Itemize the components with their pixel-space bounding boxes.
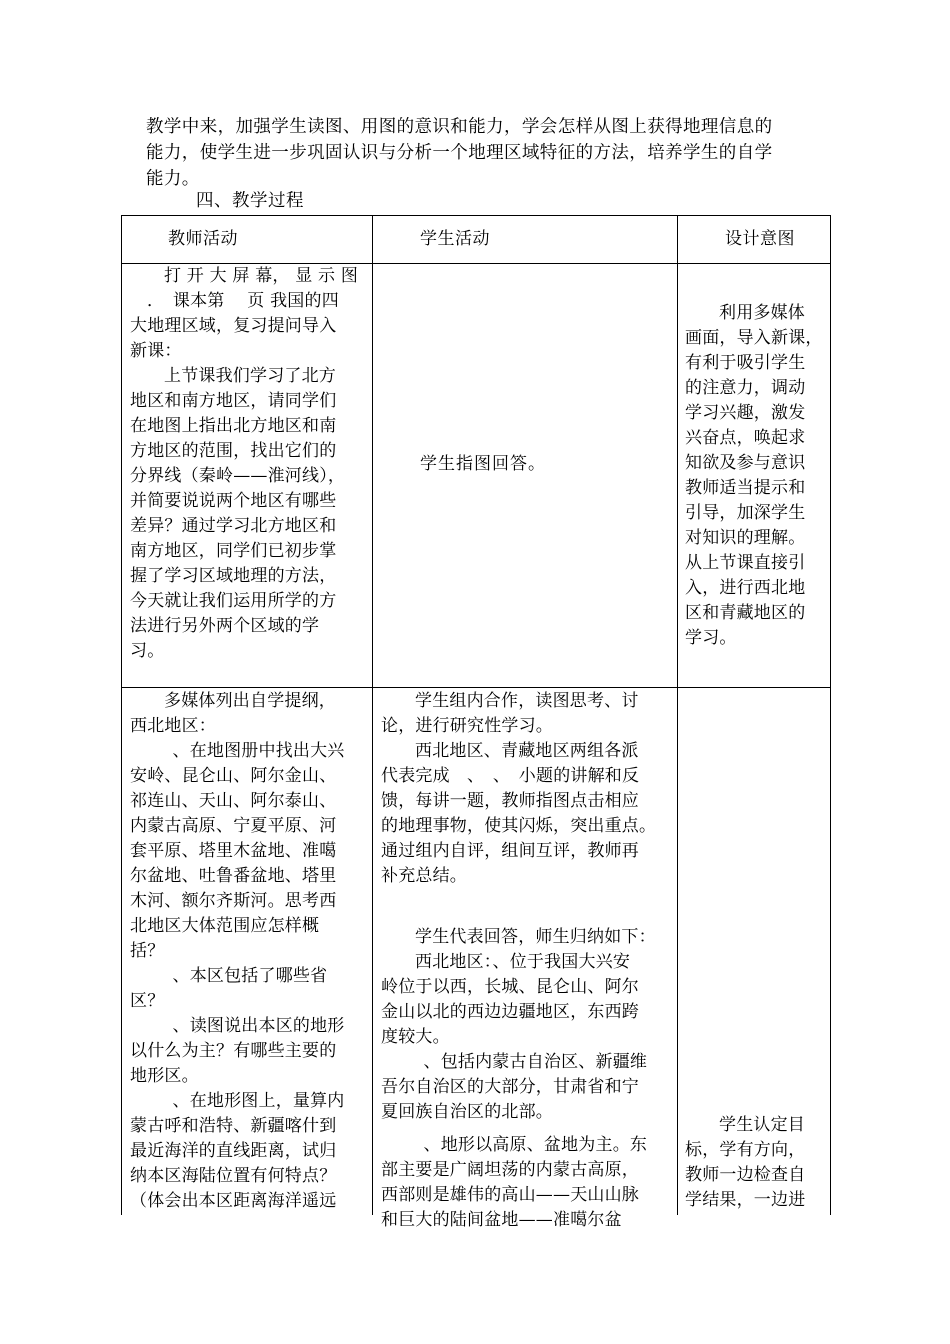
- cell-line: 以什么为主？有哪些主要的: [130, 1041, 337, 1061]
- cell-line: [381, 1125, 675, 1133]
- cell-line: ． 课本第 页 我国的四: [147, 291, 339, 311]
- cell-line: 、地形以高原、盆地为主。东: [423, 1135, 648, 1155]
- cell-line: 学习。: [685, 628, 737, 648]
- cell-line: 蒙古呼和浩特、新疆喀什到: [130, 1116, 337, 1136]
- cell-line: 法进行另外两个区域的学: [130, 616, 320, 636]
- table-border-left: [121, 215, 122, 1215]
- row2-intent-cell: [685, 1113, 827, 1213]
- cell-line: 祁连山、天山、阿尔泰山、: [130, 791, 337, 811]
- cell-line: 上节课我们学习了北方: [164, 366, 336, 386]
- cell-line: 论，进行研究性学习。: [381, 716, 553, 736]
- row1-teacher-cell: [130, 264, 368, 664]
- header-design-intent: 设计意图: [725, 229, 795, 249]
- table-divider-1: [372, 215, 373, 1215]
- cell-line: 套平原、塔里木盆地、准噶: [130, 841, 337, 861]
- cell-line: 兴奋点，唤起求: [685, 428, 806, 448]
- cell-line: 知欲及参与意识: [685, 453, 806, 473]
- row1-intent-cell: [685, 301, 827, 651]
- cell-line: 度较大。: [381, 1027, 450, 1047]
- cell-line: 的地理事物，使其闪烁，突出重点。: [381, 816, 657, 836]
- cell-line: 在地图上指出北方地区和南: [130, 416, 337, 436]
- cell-line: 分界线（秦岭——淮河线），: [130, 466, 346, 486]
- cell-line: 西部则是雄伟的高山——天山山脉: [381, 1185, 639, 1205]
- intro-line: 能力，使学生进一步巩固认识与分析一个地理区域特征的方法，培养学生的自学: [146, 143, 773, 163]
- header-student-activity: 学生活动: [420, 229, 490, 249]
- cell-line: 、本区包括了哪些省: [172, 966, 328, 986]
- cell-line: 尔盆地、吐鲁番盆地、塔里: [130, 866, 337, 886]
- cell-line: 补充总结。: [381, 866, 467, 886]
- row2-teacher-cell: [130, 689, 370, 1214]
- cell-line: 代表完成 、 、 小题的讲解和反: [381, 766, 640, 786]
- cell-line: 、读图说出本区的地形: [172, 1016, 345, 1036]
- cell-line: 通过组内自评，组间互评，教师再: [381, 841, 639, 861]
- cell-line: 西北地区：: [130, 716, 216, 736]
- intro-line: 教学中来，加强学生读图、用图的意识和能力，学会怎样从图上获得地理信息的: [146, 117, 773, 137]
- cell-line: 、包括内蒙古自治区、新疆维: [423, 1052, 648, 1072]
- cell-line: 画面，导入新课，: [685, 328, 823, 348]
- cell-line: 并简要说说两个地区有哪些: [130, 491, 337, 511]
- cell-line: 利用多媒体: [719, 303, 805, 323]
- cell-line: （体会出本区距离海洋遥远: [130, 1191, 337, 1211]
- cell-line: 对知识的理解。: [685, 528, 806, 548]
- cell-line: 学生组内合作，读图思考、讨: [415, 691, 639, 711]
- cell-line: 学结果，一边进: [685, 1190, 806, 1210]
- cell-line: 学生代表回答，师生归纳如下：: [415, 927, 656, 947]
- cell-line: 习。: [130, 641, 165, 661]
- cell-line: 纳本区海陆位置有何特点？: [130, 1166, 337, 1186]
- cell-line: 地区和南方地区，请同学们: [130, 391, 337, 411]
- intro-paragraph: [146, 114, 826, 192]
- cell-line: 学生认定目: [719, 1115, 805, 1135]
- cell-line: 木河、额尔齐斯河。思考西: [130, 891, 337, 911]
- table-border-top: [121, 215, 831, 216]
- cell-line: 握了学习区域地理的方法，: [130, 566, 337, 586]
- cell-line: 安岭、昆仑山、阿尔金山、: [130, 766, 337, 786]
- cell-line: 标，学有方向，: [685, 1140, 806, 1160]
- table-row-divider: [121, 687, 831, 688]
- cell-line: 部主要是广阔坦荡的内蒙古高原，: [381, 1160, 639, 1180]
- cell-line: 北地区大体范围应怎样概: [130, 916, 320, 936]
- cell-line: 夏回族自治区的北部。: [381, 1102, 553, 1122]
- cell-line: 内蒙古高原、宁夏平原、河: [130, 816, 337, 836]
- cell-line: 地形区。: [130, 1066, 199, 1086]
- cell-line: 今天就让我们运用所学的方: [130, 591, 337, 611]
- cell-line: 区和青藏地区的: [685, 603, 806, 623]
- cell-line: 引导，加深学生: [685, 503, 806, 523]
- cell-line: 的注意力，调动: [685, 378, 806, 398]
- section-title: 四、教学过程: [196, 191, 304, 211]
- cell-line: 新课：: [130, 341, 182, 361]
- cell-line: 方地区的范围，找出它们的: [130, 441, 337, 461]
- cell-line: [381, 889, 675, 925]
- cell-line: 教师一边检查自: [685, 1165, 806, 1185]
- header-teacher-activity: 教师活动: [168, 229, 238, 249]
- cell-line: 差异？通过学习北方地区和: [130, 516, 337, 536]
- cell-line: 大地理区域，复习提问导入: [130, 316, 337, 336]
- cell-line: 西北地区：、位于我国大兴安: [415, 952, 631, 972]
- cell-line: 金山以北的西边边疆地区，东西跨: [381, 1002, 639, 1022]
- cell-line: 、在地图册中找出大兴: [172, 741, 345, 761]
- cell-line: 括？: [130, 941, 165, 961]
- cell-line: 岭位于以西，长城、昆仑山、阿尔: [381, 977, 639, 997]
- table-divider-2: [677, 215, 678, 1215]
- cell-line: 最近海洋的直线距离，试归: [130, 1141, 337, 1161]
- cell-line: 和巨大的陆间盆地——准噶尔盆: [381, 1210, 622, 1230]
- cell-line: 区？: [130, 991, 165, 1011]
- cell-line: 学习兴趣，激发: [685, 403, 806, 423]
- cell-line: 馈，每讲一题，教师指图点击相应: [381, 791, 639, 811]
- row1-student-cell: 学生指图回答。: [420, 454, 546, 474]
- cell-line: 吾尔自治区的大部分，甘肃省和宁: [381, 1077, 639, 1097]
- cell-line: 、在地形图上，量算内: [172, 1091, 345, 1111]
- cell-line: 入，进行西北地: [685, 578, 806, 598]
- table-border-right: [830, 215, 831, 1215]
- row2-student-cell: [381, 689, 675, 1233]
- intro-line: 能力。: [146, 169, 200, 189]
- cell-line: 西北地区、青藏地区两组各派: [415, 741, 639, 761]
- cell-line: 教师适当提示和: [685, 478, 806, 498]
- cell-line: 多媒体列出自学提纲，: [164, 691, 336, 711]
- cell-line: 打 开 大 屏 幕， 显 示 图: [164, 266, 359, 286]
- cell-line: 从上节课直接引: [685, 553, 806, 573]
- cell-line: 南方地区，同学们已初步掌: [130, 541, 337, 561]
- cell-line: 有利于吸引学生: [685, 353, 806, 373]
